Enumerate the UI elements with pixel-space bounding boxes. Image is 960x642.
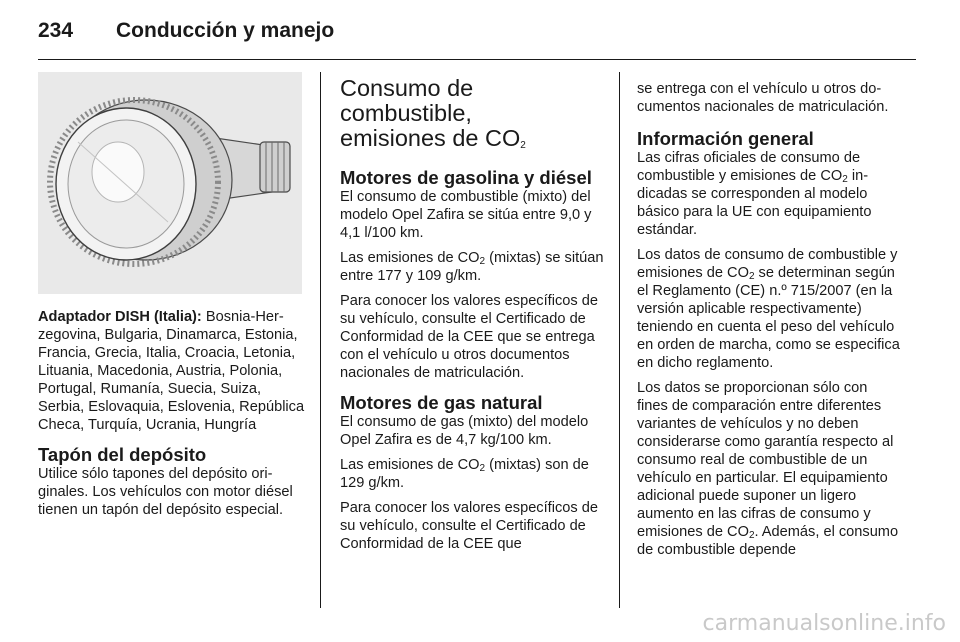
general-info-p2 (637, 246, 901, 372)
co2-subscript: 2 (479, 463, 486, 474)
general-info-heading: Información general (637, 128, 814, 149)
section-title-line2: emisiones de CO (340, 125, 521, 151)
section-title-subscript: 2 (520, 140, 526, 151)
dish-adapter-illustration (38, 72, 302, 294)
info-p1-b: indicadas se corresponden al modelo básico para la UE con equipamiento estándar. (637, 168, 872, 238)
petrol-diesel-consumption: El consumo de combustible (mixto) del modelo Opel Zafira se sitúa entre 9,0 y 4,1 l/100 km. (340, 189, 592, 241)
adapter-caption (38, 308, 306, 434)
column-divider-2 (619, 72, 620, 608)
petrol-diesel-emissions (340, 249, 604, 285)
petrol-diesel-heading: Motores de gasolina y diésel (340, 167, 592, 188)
natural-gas-emissions (340, 456, 604, 492)
page-number: 234 (38, 19, 74, 42)
column-middle (340, 72, 604, 560)
general-info-p3 (637, 379, 901, 559)
info-p2-a: Los datos de consumo de combustible y emisiones de CO (637, 247, 898, 281)
info-p3-b: . Además, el consumo de combustible depende (637, 524, 899, 558)
continued-text: se entrega con el vehículo u otros documentos nacionales de matriculación. (637, 81, 889, 115)
fuel-cap-text: Utilice sólo tapones del depósito originales. Los vehículos con motor diésel tienen un tapón del depósito especial. (38, 466, 293, 518)
watermark: carmanualsonline.info (702, 611, 946, 636)
petrol-diesel-certificate: Para conocer los valores específicos de su vehículo, consulte el Certificado de Conformidad de la CEE que se entrega con el vehículo u otros documentos nacionales de matriculación. (340, 293, 598, 381)
co2-subscript: 2 (748, 271, 755, 282)
section-title (340, 76, 604, 151)
co2-subscript: 2 (479, 256, 486, 267)
adapter-caption-label: Adaptador DISH (Italia): (38, 309, 202, 325)
general-info-p1 (637, 149, 901, 239)
column-divider-1 (320, 72, 321, 608)
column-right (637, 80, 901, 566)
adapter-caption-text: Bosnia-Herzegovina, Bulgaria, Dinamarca, Estonia, Francia, Grecia, Italia, Croacia, Letonia, Lituania, Macedonia, Austria, Polonia, Portugal, Rumanía, Suecia, Suiza, Serbia, Eslovaquia, Eslovenia, República Checa, Turquía, Ucrania, Hungría (38, 309, 305, 433)
chapter-title: Conducción y manejo (116, 19, 335, 42)
info-p3-a: Los datos se proporcionan sólo con fines de comparación entre diferentes variantes de vehículos y no deben considerarse como garantía respecto al consumo real de combustible de un vehículo en particular. El equipamiento adicional puede suponer un ligero aumento en las cifras de consumo y emisiones de CO (637, 380, 894, 540)
fuel-cap-heading: Tapón del depósito (38, 444, 207, 465)
gas-emissions-text-a: Las emisiones de CO (340, 457, 480, 473)
co2-subscript: 2 (842, 174, 848, 185)
gas-emissions-text-b: (mixtas) son de 129 g/km. (340, 457, 589, 491)
section-title-line1: Consumo de combustible, (340, 75, 474, 126)
natural-gas-heading: Motores de gas natural (340, 392, 543, 413)
info-p2-b: se determinan según el Reglamento (CE) n.º 715/2007 (en la versión aplicable respectivamente) teniendo en cuenta el peso del vehículo en orden de marcha, como se especifica en dicho reglamento. (637, 265, 900, 371)
header-rule (38, 59, 916, 60)
emissions-text-b: (mixtas) se sitúan entre 177 y 109 g/km. (340, 250, 604, 284)
natural-gas-consumption: El consumo de gas (mixto) del modelo Opel Zafira es de 4,7 kg/100 km. (340, 414, 589, 448)
column-left (38, 72, 306, 526)
info-p1-a: Las cifras oficiales de consumo de combustible y emisiones de CO (637, 150, 861, 184)
dish-adapter-image (38, 72, 302, 294)
natural-gas-certificate: Para conocer los valores específicos de su vehículo, consulte el Certificado de Conformidad de la CEE que (340, 500, 598, 552)
co2-subscript: 2 (748, 530, 755, 541)
emissions-text-a: Las emisiones de CO (340, 250, 480, 266)
page-header (38, 14, 918, 48)
